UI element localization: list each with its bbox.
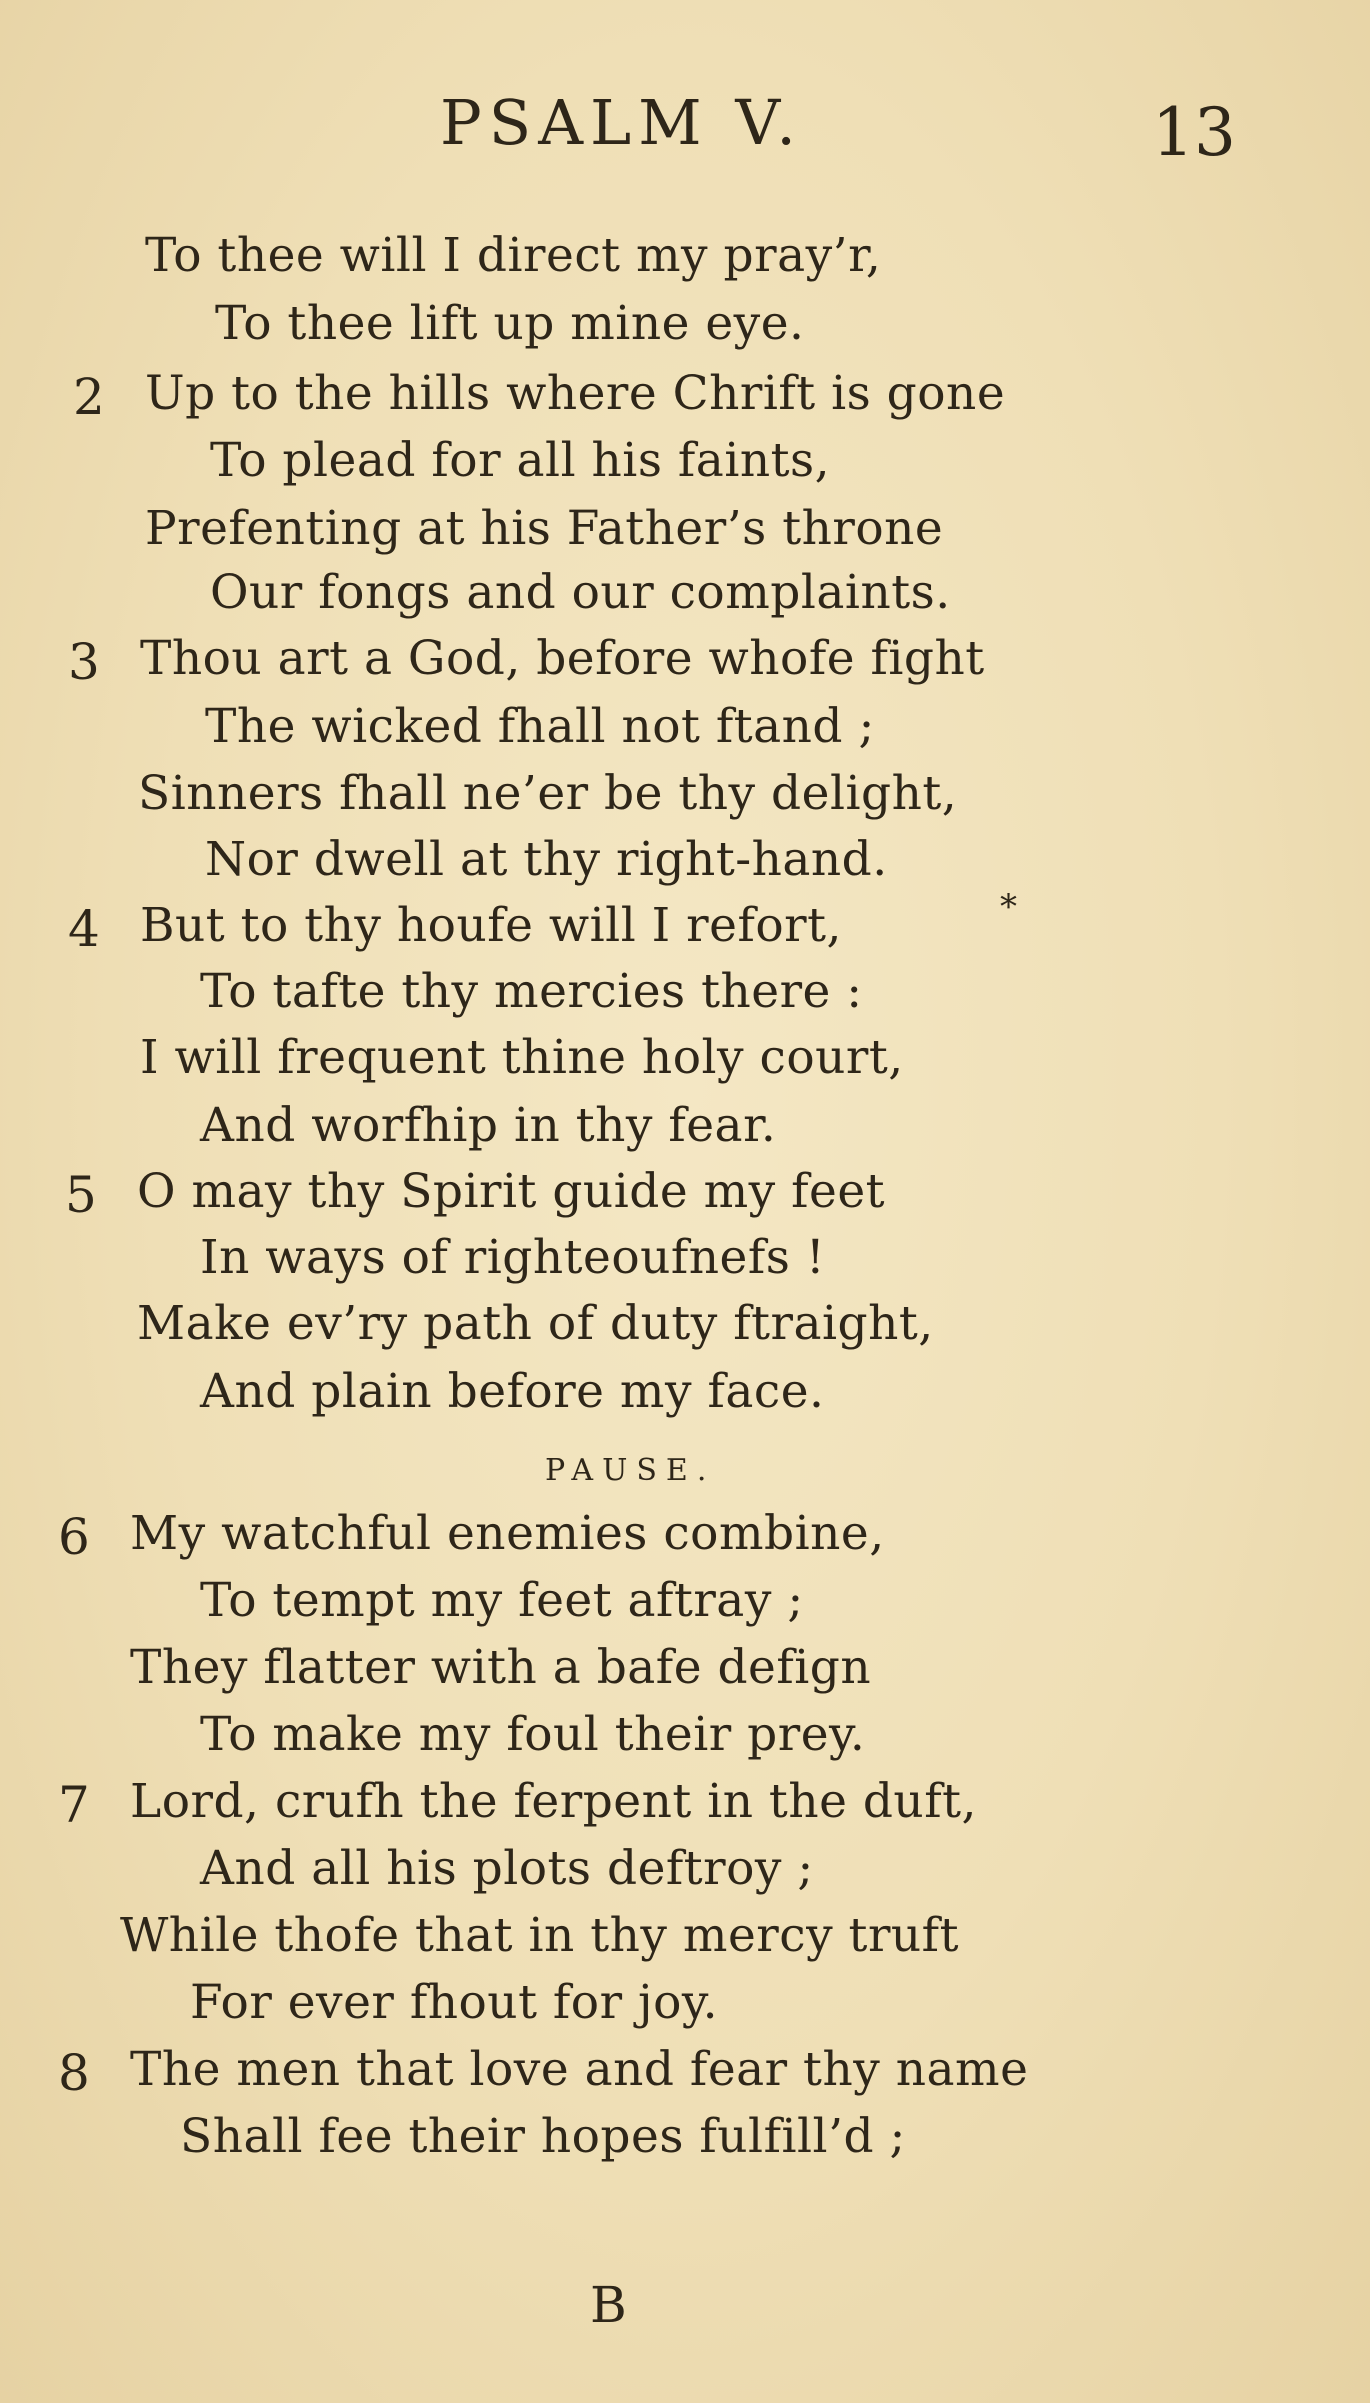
verse-number: 5 — [65, 1166, 97, 1224]
verse-line: I will frequent thine holy court, — [140, 1030, 904, 1085]
verse-line: Sinners fhall ne’er be thy delight, — [138, 766, 958, 821]
verse-line: To thee will I direct my pray’r, — [145, 228, 882, 283]
verse-line: In ways of righteoufnefs ! — [200, 1230, 826, 1285]
verse-line: The wicked fhall not ftand ; — [205, 699, 875, 754]
verse-line: And all his plots deftroy ; — [200, 1841, 814, 1896]
verse-line: To plead for all his faints, — [210, 433, 831, 488]
verse-number: 4 — [68, 900, 100, 958]
verse-line: My watchful enemies combine, — [130, 1506, 885, 1561]
verse-line: To tempt my feet aftray ; — [200, 1573, 804, 1628]
pause-heading: PAUSE. — [545, 1453, 716, 1488]
verse-line: And plain before my face. — [200, 1364, 825, 1419]
verse-line: Our fongs and our complaints. — [210, 565, 951, 620]
verse-line: But to thy houfe will I refort, — [140, 898, 842, 953]
verse-line: To make my foul their prey. — [200, 1707, 866, 1762]
verse-number: 3 — [68, 633, 100, 691]
verse-number: 7 — [58, 1776, 90, 1834]
page-number: 13 — [1152, 94, 1236, 171]
verse-line: And worfhip in thy fear. — [200, 1098, 777, 1153]
verse-line: For ever fhout for joy. — [190, 1975, 719, 2030]
verse-number: 6 — [58, 1508, 90, 1566]
running-head: PSALM V. — [440, 86, 803, 159]
verse-line: Up to the hills where Chrift is gone — [145, 366, 1006, 421]
verse-number: 8 — [58, 2044, 90, 2102]
verse-line: To tafte thy mercies there : — [200, 964, 863, 1019]
verse-line: Lord, crufh the ferpent in the duft, — [130, 1774, 977, 1829]
verse-line: To thee lift up mine eye. — [215, 296, 805, 351]
verse-line: O may thy Spirit guide my feet — [137, 1164, 886, 1219]
verse-line: They flatter with a bafe defign — [130, 1640, 872, 1695]
signature-mark: B — [590, 2276, 627, 2334]
margin-mark: * — [1000, 887, 1017, 927]
verse-line: Nor dwell at thy right-hand. — [205, 832, 888, 887]
verse-line: Prefenting at his Father’s throne — [145, 501, 944, 556]
verse-line: While thofe that in thy mercy truft — [120, 1908, 959, 1963]
verse-line: Make ev’ry path of duty ftraight, — [137, 1296, 934, 1351]
verse-line: Thou art a God, before whofe fight — [140, 631, 985, 686]
verse-line: The men that love and fear thy name — [130, 2042, 1029, 2097]
verse-number: 2 — [73, 368, 105, 426]
verse-line: Shall fee their hopes fulfill’d ; — [180, 2109, 906, 2164]
